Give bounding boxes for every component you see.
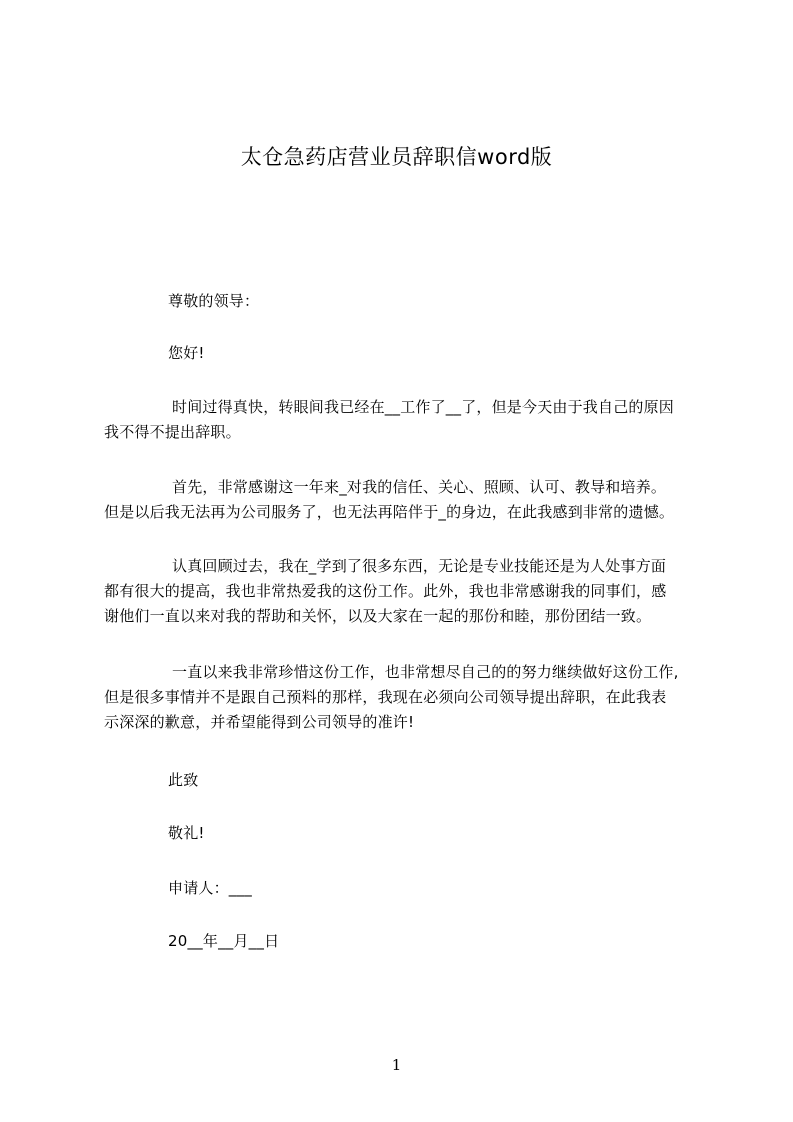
paragraph-line: 认真回顾过去，我在_学到了很多东西，无论是专业技能还是为人处事方面	[172, 557, 667, 575]
salutation: 尊敬的领导：	[168, 292, 260, 310]
paragraph-time-passes	[104, 395, 714, 445]
closing-salute: 敬礼!	[168, 824, 205, 842]
applicant-signature-line: 申请人：___	[168, 879, 252, 897]
closing-phrase: 此致	[168, 771, 199, 789]
date-line: 20__年__月__日	[168, 932, 280, 950]
paragraph-resignation	[104, 660, 714, 735]
paragraph-thanks	[104, 475, 714, 525]
paragraph-review	[104, 554, 714, 629]
paragraph-line: 一直以来我非常珍惜这份工作，也非常想尽自己的的努力继续做好这份工作,	[172, 663, 679, 681]
greeting: 您好!	[168, 344, 205, 362]
paragraph-line: 我不得不提出辞职。	[104, 423, 241, 441]
paragraph-line: 谢他们一直以来对我的帮助和关怀，以及大家在一起的那份和睦，那份团结一致。	[104, 607, 652, 625]
paragraph-line: 示深深的歉意，并希望能得到公司领导的准许!	[104, 713, 415, 731]
paragraph-line: 首先，非常感谢这一年来_对我的信任、关心、照顾、认可、教导和培养。	[172, 478, 667, 496]
paragraph-line: 但是以后我无法再为公司服务了，也无法再陪伴于_的身边，在此我感到非常的遗憾。	[104, 503, 675, 521]
paragraph-line: 都有很大的提高，我也非常热爱我的这份工作。此外，我也非常感谢我的同事们，感	[104, 582, 667, 600]
paragraph-line: 但是很多事情并不是跟自己预料的那样，我现在必须向公司领导提出辞职，在此我表	[104, 688, 667, 706]
page-number: 1	[391, 1056, 402, 1074]
document-title: 太仓急药店营业员辞职信word版	[240, 145, 553, 169]
paragraph-line: 时间过得真快，转眼间我已经在__工作了__了，但是今天由于我自己的原因	[172, 398, 675, 416]
